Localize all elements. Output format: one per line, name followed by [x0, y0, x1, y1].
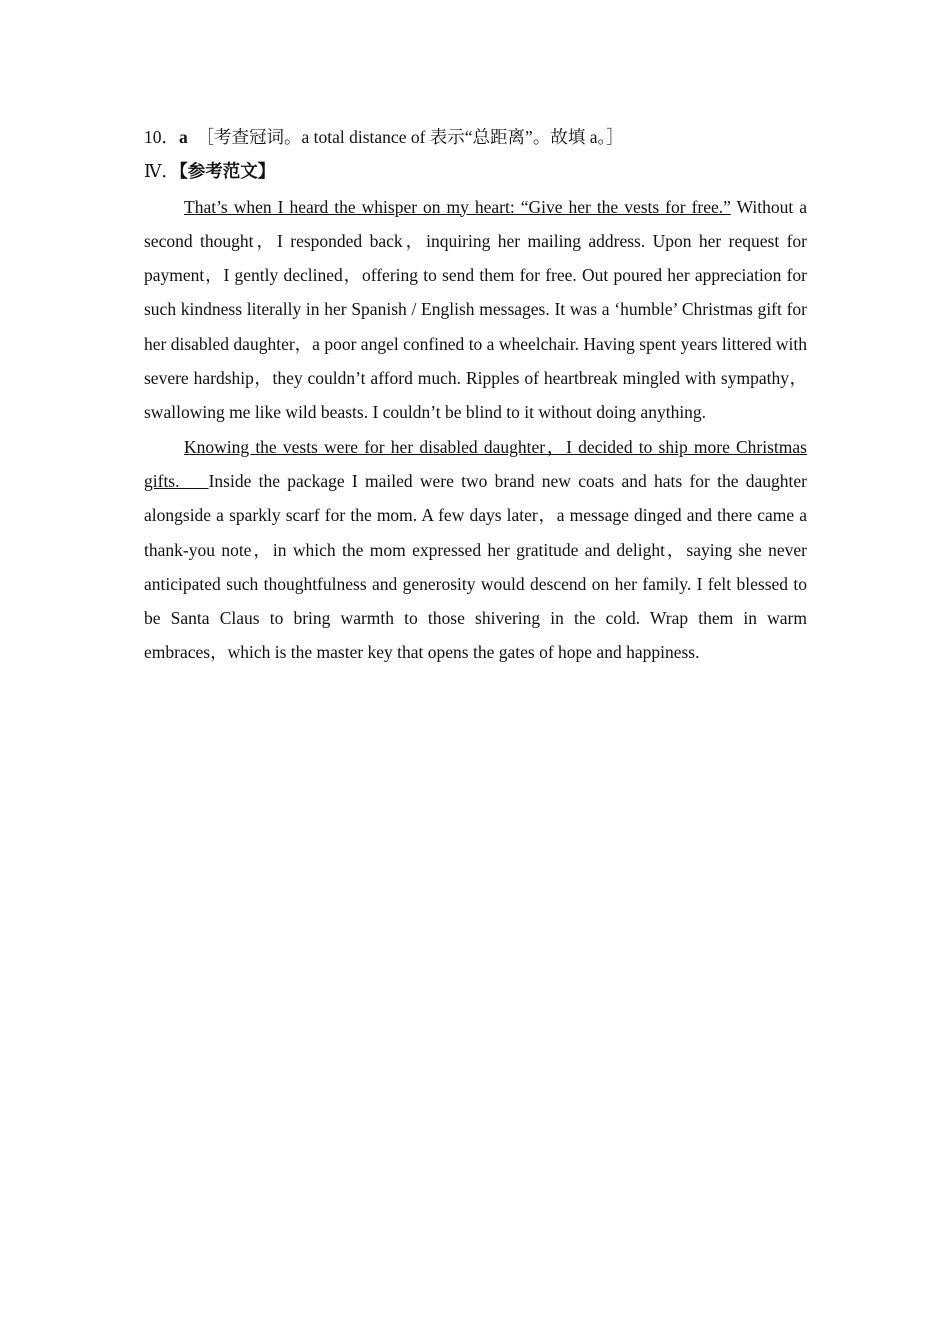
paragraph-2-body: Inside the package I mailed were two brand new coats and hats for the daughter alongside a sparkly scarf for the mom. A few days later，a message dinged and there came a thank-you note，in which the mom expressed her gratitude and delight，saying she never anticipated such thoughtfulness and generosity would descend on her family. I felt blessed to be Santa Claus to bring warmth to those shivering in the cold. Wrap them in warm embraces，which is the master key that opens the gates of hope and happiness. [144, 470, 807, 663]
document-content [144, 120, 807, 670]
answer-line [144, 120, 807, 154]
section-label: Ⅳ． [144, 161, 179, 182]
paragraph-1-body: Without a second thought，I responded back，inquiring her mailing address. Upon her request for payment，I gently declined，offering to send them for free. Out poured her appreciation for such kindness literally in her Spanish / English messages. It was a ‘humble’ Christmas gift for her disabled daughter，a poor angel confined to a wheelchair. Having spent years littered with severe hardship，they couldn’t afford much. Ripples of heartbreak mingled with sympathy，swallowing me like wild beasts. I couldn’t be blind to it without doing anything. [144, 196, 808, 423]
answer-explanation: ［考查冠词。a total distance of 表示“总距离”。故填 a。］ [196, 127, 624, 147]
paragraph-2 [144, 430, 807, 670]
answer-number: 10． [144, 127, 179, 147]
answer-letter: a [179, 127, 188, 147]
paragraph-2-opening: Knowing the vests were for her disabled daughter，I decided to ship more Christmas gifts. [144, 436, 807, 491]
section-heading [144, 154, 807, 189]
paragraph-1-opening: That’s when I heard the whisper on my heart: “Give her the vests for free.” [184, 196, 731, 217]
paragraph-1 [144, 190, 807, 430]
section-title: 【参考范文】 [178, 162, 276, 183]
